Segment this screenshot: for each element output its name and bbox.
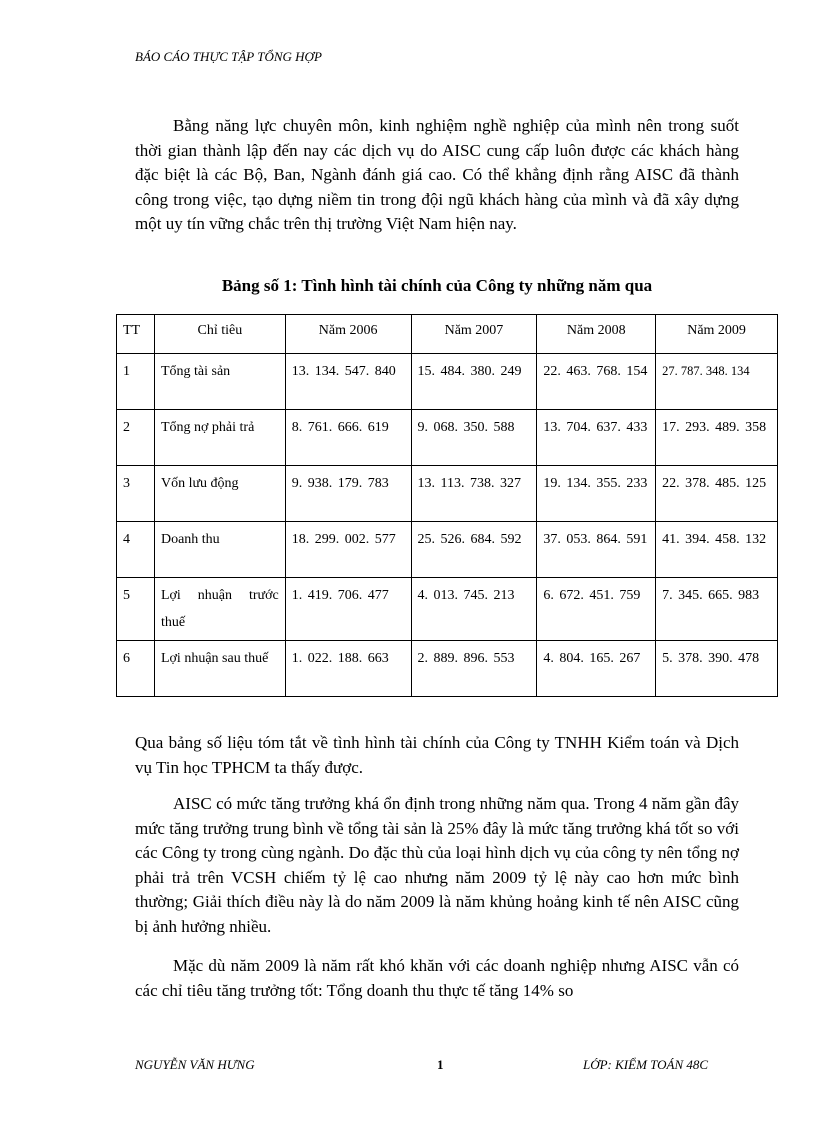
value-2008: 19. 134. 355. 233 (537, 466, 656, 522)
value-2008: 4. 804. 165. 267 (537, 641, 656, 697)
table-row (117, 578, 778, 641)
value-2009: 7. 345. 665. 983 (656, 578, 778, 641)
header-tt: TT (117, 315, 155, 354)
value-2007: 25. 526. 684. 592 (411, 522, 537, 578)
row-indicator: Tổng nợ phải trả (154, 410, 285, 466)
value-2006: 8. 761. 666. 619 (285, 410, 411, 466)
value-2006: 18. 299. 002. 577 (285, 522, 411, 578)
value-2007: 2. 889. 896. 553 (411, 641, 537, 697)
row-number: 3 (117, 466, 155, 522)
growth-paragraph: AISC có mức tăng trưởng khá ổn định trong những năm qua. Trong 4 năm gần đây mức tăng trưởng trung bình về tổng tài sản là 25% đây là mức tăng trưởng khá tốt so với các Công ty trong cùng ngành. Do đặc thù của loại hình dịch vụ của công ty nên tổng nợ phải trả trên VCSH chiếm tỷ lệ cao nhưng năm 2009 tỷ lệ này cao hơn mức bình thường; Giải thích điều này là do năm 2009 là năm khủng hoảng kinh tế nên AISC cũng bị ảnh hưởng nhiều. (135, 794, 739, 936)
header-2008: Năm 2008 (537, 315, 656, 354)
value-2009: 22. 378. 485. 125 (656, 466, 778, 522)
footer-author: NGUYỄN VĂN HƯNG (135, 1057, 255, 1072)
table-row (117, 410, 778, 466)
intro-paragraph: Bằng năng lực chuyên môn, kinh nghiệm nghề nghiệp của mình nên trong suốt thời gian thành lập đến nay các dịch vụ do AISC cung cấp luôn được các khách hàng đặc biệt là các Bộ, Ban, Ngành đánh giá cao. Có thể khẳng định rằng AISC đã thành công trong việc, tạo dựng niềm tin trong đội ngũ khách hàng của mình và đã xây dựng một uy tín vững chắc trên thị trường Việt Nam hiện nay. (135, 116, 739, 233)
value-2009: 5. 378. 390. 478 (656, 641, 778, 697)
row-indicator: Lợi nhuận sau thuế (154, 641, 285, 697)
value-2009: 41. 394. 458. 132 (656, 522, 778, 578)
row-number: 6 (117, 641, 155, 697)
table-header-row (117, 315, 778, 354)
footer-class: LỚP: KIỂM TOÁN 48C (583, 1057, 709, 1072)
value-2006: 13. 134. 547. 840 (285, 354, 411, 410)
summary-paragraph: Qua bảng số liệu tóm tắt về tình hình tài chính của Công ty TNHH Kiểm toán và Dịch vụ Tin học TPHCM ta thấy được. (135, 733, 739, 777)
value-2009: 27. 787. 348. 134 (656, 354, 778, 410)
header-2006: Năm 2006 (285, 315, 411, 354)
header-indicator: Chỉ tiêu (154, 315, 285, 354)
value-2008: 37. 053. 864. 591 (537, 522, 656, 578)
value-2007: 4. 013. 745. 213 (411, 578, 537, 641)
row-indicator: Doanh thu (154, 522, 285, 578)
header-2009: Năm 2009 (656, 315, 778, 354)
table-row (117, 466, 778, 522)
table-row (117, 354, 778, 410)
value-2007: 13. 113. 738. 327 (411, 466, 537, 522)
value-2006: 9. 938. 179. 783 (285, 466, 411, 522)
table-caption: Bảng số 1: Tình hình tài chính của Công ty những năm qua (221, 276, 653, 295)
value-2009: 17. 293. 489. 358 (656, 410, 778, 466)
row-indicator: Vốn lưu động (154, 466, 285, 522)
page-header: BÁO CÁO THỰC TẬP TỔNG HỢP (135, 49, 322, 64)
financial-table (116, 314, 778, 697)
row-number: 1 (117, 354, 155, 410)
value-2007: 15. 484. 380. 249 (411, 354, 537, 410)
value-2008: 6. 672. 451. 759 (537, 578, 656, 641)
row-number: 4 (117, 522, 155, 578)
row-number: 2 (117, 410, 155, 466)
row-indicator: Lợi nhuận trước thuế (154, 578, 285, 641)
value-2008: 13. 704. 637. 433 (537, 410, 656, 466)
page-number: 1 (437, 1057, 444, 1072)
row-indicator: Tổng tài sản (154, 354, 285, 410)
revenue-paragraph: Mặc dù năm 2009 là năm rất khó khăn với các doanh nghiệp nhưng AISC vẫn có các chỉ tiêu tăng trưởng tốt: Tổng doanh thu thực tế tăng 14% so (135, 956, 739, 1000)
value-2008: 22. 463. 768. 154 (537, 354, 656, 410)
row-number: 5 (117, 578, 155, 641)
value-2006: 1. 022. 188. 663 (285, 641, 411, 697)
header-2007: Năm 2007 (411, 315, 537, 354)
table-row (117, 522, 778, 578)
value-2007: 9. 068. 350. 588 (411, 410, 537, 466)
table-row (117, 641, 778, 697)
value-2006: 1. 419. 706. 477 (285, 578, 411, 641)
